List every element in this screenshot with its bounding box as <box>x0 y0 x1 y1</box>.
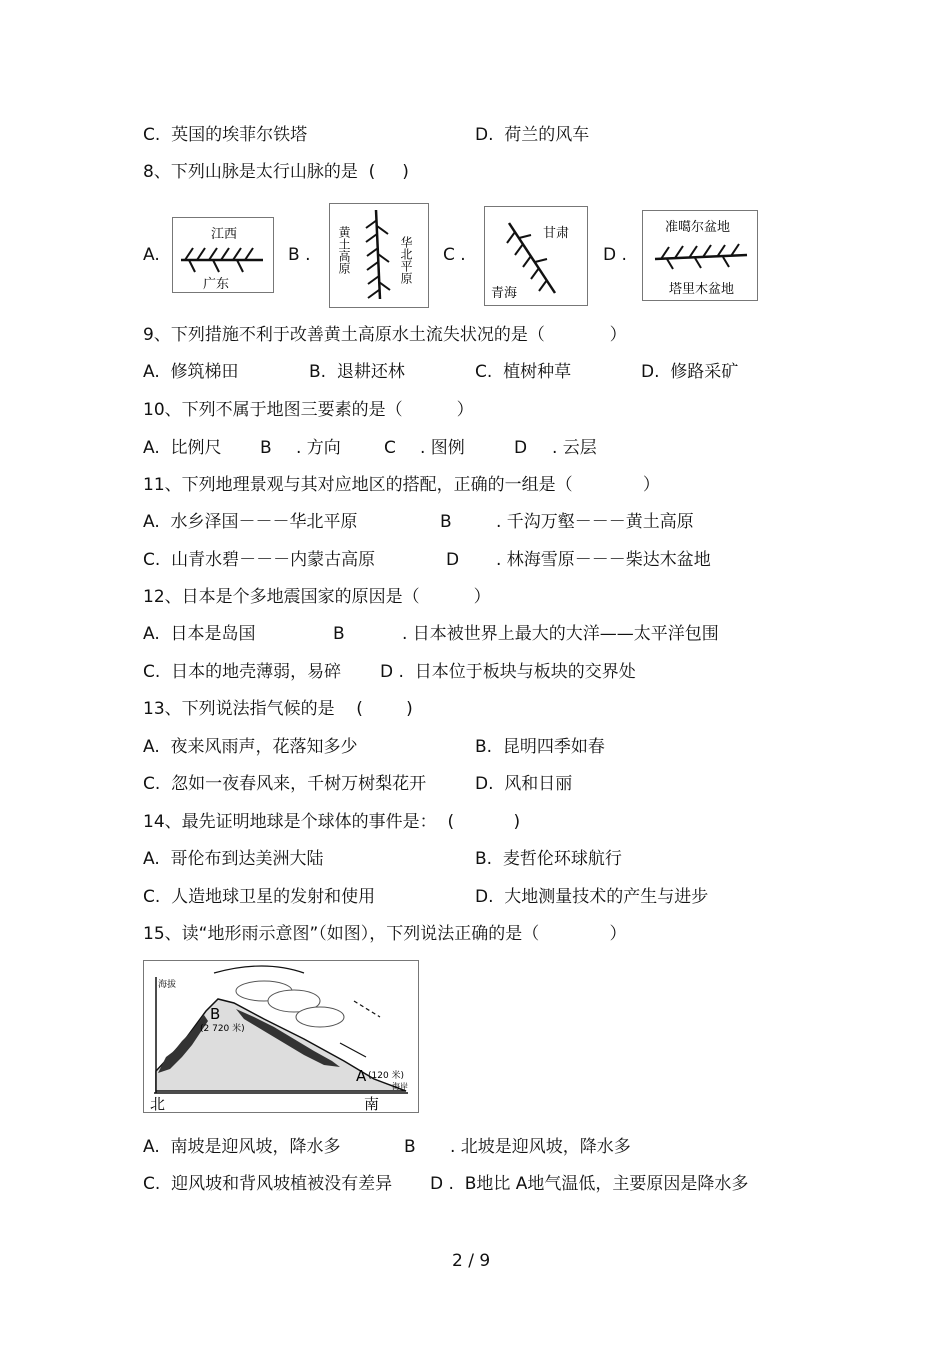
q15-fig-point-a: A <box>356 1067 367 1085</box>
q15-fig-y-axis-label: 海拔 <box>158 980 177 990</box>
q14-option-b: B. 麦哲伦环球航行 <box>475 849 622 869</box>
q15-option-b: . 北坡是迎风坡，降水多 <box>450 1137 631 1157</box>
q8-option-d-letter: D . <box>603 245 627 265</box>
q8-fig-c-top: 甘肃 <box>543 226 570 241</box>
q12-option-b: . 日本被世界上最大的大洋——太平洋包围 <box>402 624 719 644</box>
q15-orographic-rain-figure <box>143 960 419 1113</box>
q15-option-b-letter: B <box>404 1137 416 1157</box>
q8-figure-b <box>329 203 429 308</box>
q8-fig-b-left: 黄土高原 <box>337 226 351 274</box>
q12-option-c: C. 日本的地壳薄弱，易碎 <box>143 662 342 682</box>
q12-option-d: D . 日本位于板块与板块的交界处 <box>380 662 636 682</box>
q12-option-b-letter: B <box>333 624 345 644</box>
q8-fig-a-bottom: 广东 <box>203 277 230 292</box>
q8-figure-a <box>172 217 274 293</box>
q11-option-b-letter: B <box>440 512 452 532</box>
q15-fig-a-height: (120 米) <box>368 1071 405 1081</box>
q12-option-a: A. 日本是岛国 <box>143 624 256 644</box>
q15-option-c: C. 迎风坡和背风坡植被没有差异 <box>143 1174 393 1194</box>
q11-option-d: . 林海雪原－－－柴达木盆地 <box>496 550 711 570</box>
q8-option-b-letter: B . <box>288 245 311 265</box>
q9-option-d: D. 修路采矿 <box>641 362 739 382</box>
q11-option-a: A. 水乡泽国－－－华北平原 <box>143 512 358 532</box>
q15-stem: 15、读“地形雨示意图”（如图），下列说法正确的是（ ） <box>143 924 627 944</box>
q13-option-a: A. 夜来风雨声，花落知多少 <box>143 737 358 757</box>
q8-option-a-letter: A. <box>143 245 160 265</box>
q10-stem: 10、下列不属于地图三要素的是（ ） <box>143 400 474 420</box>
q12-stem: 12、日本是个多地震国家的原因是（ ） <box>143 587 491 607</box>
q15-fig-south: 南 <box>364 1095 380 1112</box>
q8-fig-b-right: 华北平原 <box>399 236 413 284</box>
q8-figure-c <box>484 206 588 306</box>
page-number: 2 / 9 <box>452 1251 491 1271</box>
q13-option-b: B. 昆明四季如春 <box>475 737 605 757</box>
q9-option-a: A. 修筑梯田 <box>143 362 239 382</box>
q15-fig-b-height: (2 720 米) <box>200 1024 245 1034</box>
q8-figure-d <box>642 210 758 301</box>
q10-option-c: . 图例 <box>420 438 465 458</box>
q7-option-c: C. 英国的埃菲尔铁塔 <box>143 125 308 145</box>
q13-option-c: C. 忽如一夜春风来，千树万树梨花开 <box>143 774 427 794</box>
q10-option-a: A. 比例尺 <box>143 438 222 458</box>
q8-option-c-letter: C . <box>443 245 466 265</box>
q14-option-a: A. 哥伦布到达美洲大陆 <box>143 849 324 869</box>
q15-fig-north: 北 <box>150 1095 166 1112</box>
q14-option-c: C. 人造地球卫星的发射和使用 <box>143 887 376 907</box>
q8-fig-c-bottom: 青海 <box>491 286 518 301</box>
q15-option-d: D . B地比 A地气温低，主要原因是降水多 <box>430 1174 749 1194</box>
q7-option-d: D. 荷兰的风车 <box>475 125 590 145</box>
q13-stem: 13、下列说法指气候的是 ( ) <box>143 699 413 719</box>
q9-option-c: C. 植树种草 <box>475 362 572 382</box>
q10-option-c-letter: C <box>384 438 396 458</box>
q11-stem: 11、下列地理景观与其对应地区的搭配，正确的一组是（ ） <box>143 475 660 495</box>
q11-option-d-letter: D <box>446 550 460 570</box>
q9-stem: 9、下列措施不利于改善黄土高原水土流失状况的是（ ） <box>143 325 627 345</box>
q10-option-d: . 云层 <box>552 438 597 458</box>
q10-option-b: . 方向 <box>296 438 341 458</box>
q13-option-d: D. 风和日丽 <box>475 774 573 794</box>
q8-fig-a-top: 江西 <box>211 227 238 242</box>
q8-stem: 8、下列山脉是太行山脉的是 ( ) <box>143 162 409 182</box>
q14-stem: 14、最先证明地球是个球体的事件是： ( ) <box>143 812 521 832</box>
q11-option-c: C. 山青水碧－－－内蒙古高原 <box>143 550 376 570</box>
q8-fig-d-top: 准噶尔盆地 <box>665 220 731 235</box>
q14-option-d: D. 大地测量技术的产生与进步 <box>475 887 709 907</box>
q15-option-a: A. 南坡是迎风坡，降水多 <box>143 1137 341 1157</box>
q11-option-b: . 千沟万壑－－－黄土高原 <box>496 512 694 532</box>
q9-option-b: B. 退耕还林 <box>309 362 405 382</box>
q10-option-d-letter: D <box>514 438 528 458</box>
q15-fig-coast: 海岸 <box>392 1082 408 1091</box>
q15-fig-point-b: B <box>210 1005 221 1023</box>
q8-fig-d-bottom: 塔里木盆地 <box>669 282 735 297</box>
q10-option-b-letter: B <box>260 438 272 458</box>
